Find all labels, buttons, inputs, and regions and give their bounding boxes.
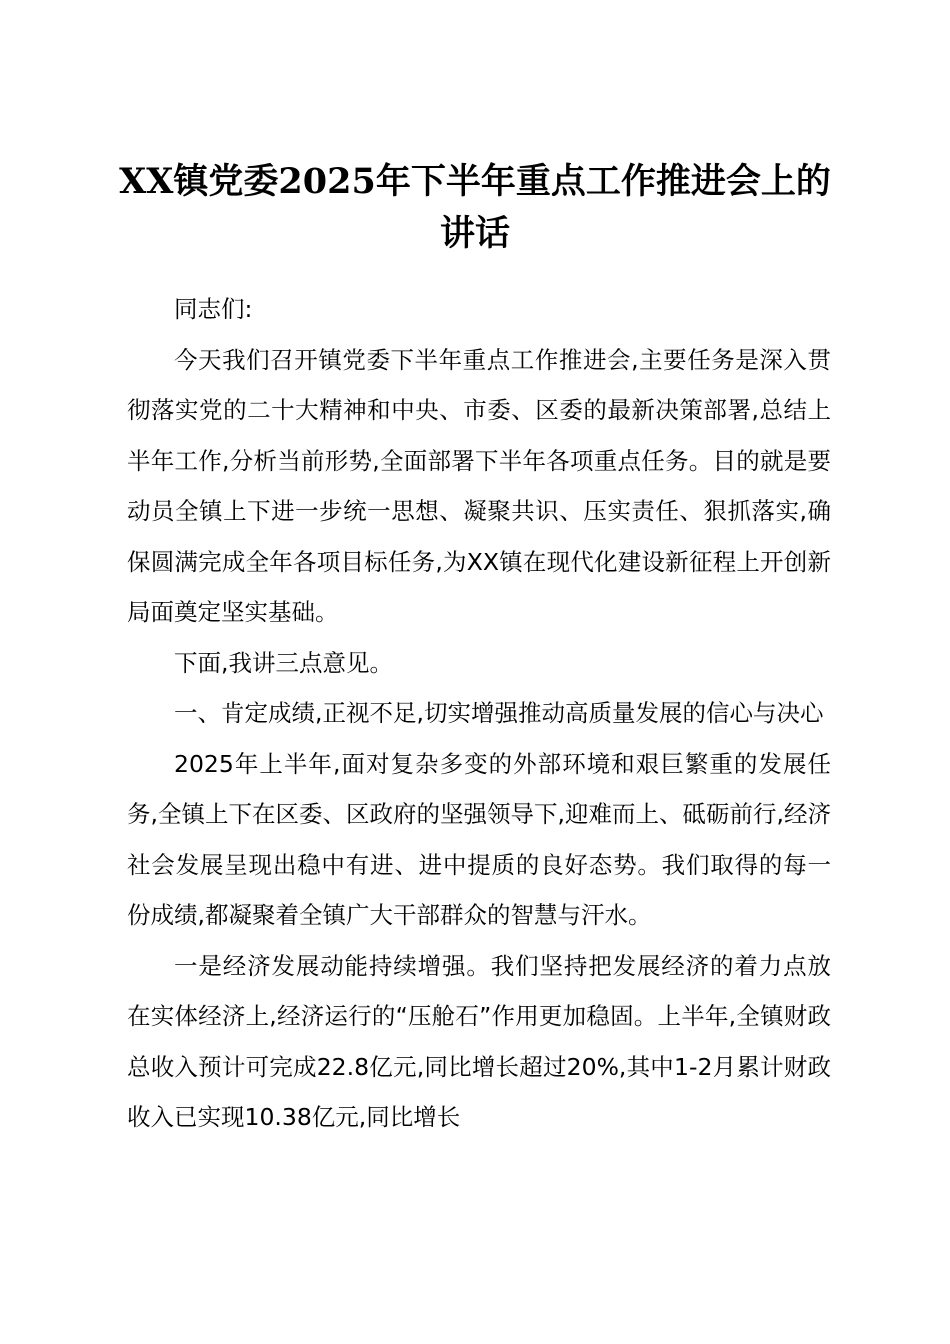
economy-paragraph: 一是经济发展动能持续增强。我们坚持把发展经济的着力点放在实体经济上,经济运行的“压舱石”作用更加稳固。上半年,全镇财政总收入预计可完成22.8亿元,同比增长超过20%,其中1-2月累计财政收入已实现10.38亿元,同比增长 xyxy=(127,951,831,1131)
intro-paragraph: 今天我们召开镇党委下半年重点工作推进会,主要任务是深入贯彻落实党的二十大精神和中央、市委、区委的最新决策部署,总结上半年工作,分析当前形势,全面部署下半年各项重点任务。目的就是要动员全镇上下进一步统一思想、凝聚共识、压实责任、狠抓落实,确保圆满完成全年各项目标任务,为XX镇在现代化建设新征程上开创新局面奠定坚实基础。 xyxy=(127,345,831,626)
document-title: XX镇党委2025年下半年重点工作推进会上的讲话 xyxy=(119,161,831,254)
section-heading-1: 一、肯定成绩,正视不足,切实增强推动高质量发展的信心与决心 xyxy=(174,699,824,727)
document-body xyxy=(127,284,831,1143)
transition-paragraph: 下面,我讲三点意见。 xyxy=(174,648,393,677)
review-paragraph: 2025年上半年,面对复杂多变的外部环境和艰巨繁重的发展任务,全镇上下在区委、区政府的坚强领导下,迎难而上、砥砺前行,经济社会发展呈现出稳中有进、进中提质的良好态势。我们取得的每一份成绩,都凝聚着全镇广大干部群众的智慧与汗水。 xyxy=(127,749,831,929)
salutation: 同志们: xyxy=(174,295,253,323)
